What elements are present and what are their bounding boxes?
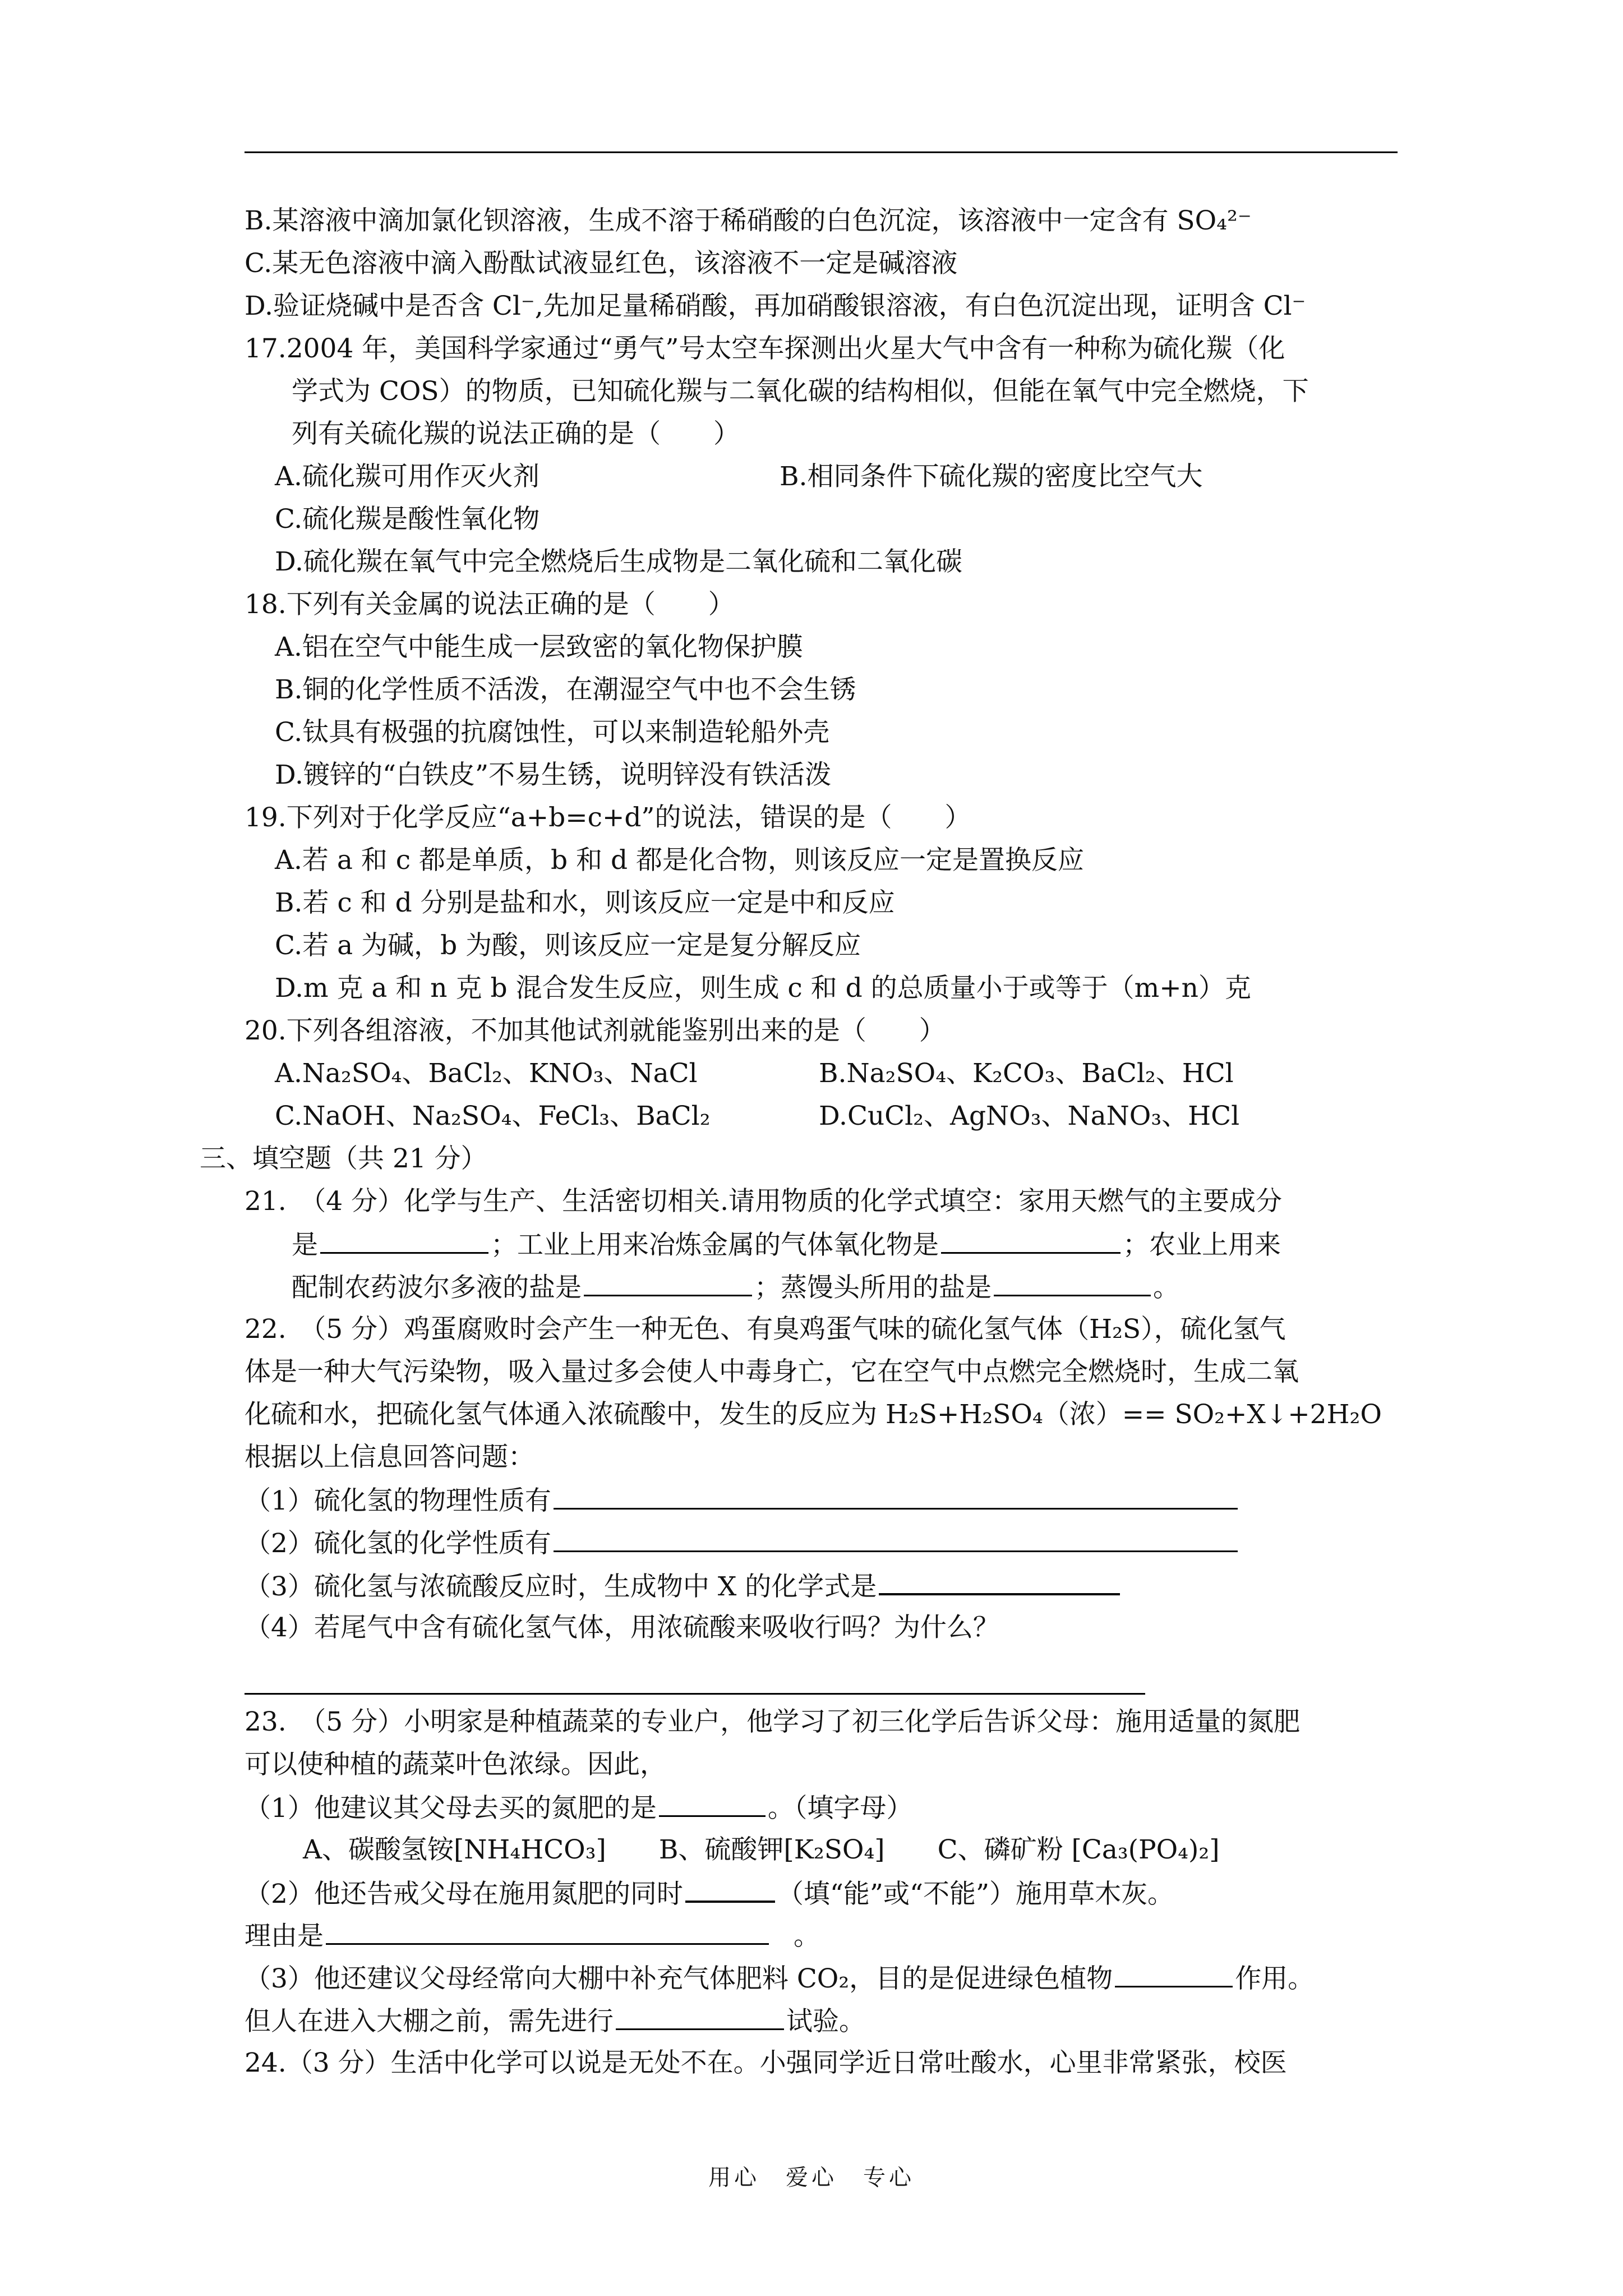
q18-option-c: C.钛具有极强的抗腐蚀性，可以来制造轮船外壳 bbox=[275, 717, 830, 748]
q18-stem: 18.下列有关金属的说法正确的是（ ） bbox=[245, 589, 735, 620]
q23-blank-4[interactable] bbox=[1115, 1961, 1233, 1987]
q23-reason-end: 。 bbox=[794, 1921, 820, 1952]
q21-blank-2[interactable] bbox=[941, 1227, 1121, 1254]
q23-line2: 可以使种植的蔬菜叶色浓绿。因此， bbox=[245, 1749, 666, 1780]
q23-blank-1[interactable] bbox=[659, 1791, 766, 1817]
q23-part3-label: （3）他还建议父母经常向大棚中补充气体肥料 CO₂，目的是促进绿色植物 bbox=[245, 1963, 1113, 1994]
q21-text: ；工业上用来冶炼金属的气体氧化物是 bbox=[491, 1230, 939, 1260]
q19-option-a: A.若 a 和 c 都是单质，b 和 d 都是化合物，则该反应一定是置换反应 bbox=[275, 845, 1084, 876]
q17-stem-line2: 学式为 COS）的物质，已知硫化羰与二氧化碳的结构相似，但能在氧气中完全燃烧，下 bbox=[292, 376, 1309, 407]
q21-blank-4[interactable] bbox=[994, 1270, 1151, 1296]
q22-blank-3[interactable] bbox=[879, 1568, 1120, 1595]
q21-text: ；蒸馒头所用的盐是 bbox=[754, 1272, 992, 1303]
q22-part1-label: （1）硫化氢的物理性质有 bbox=[245, 1485, 551, 1516]
q21-blank-3[interactable] bbox=[584, 1270, 752, 1296]
q19-option-b: B.若 c 和 d 分别是盐和水，则该反应一定是中和反应 bbox=[275, 887, 895, 918]
q23-part3-end2: 试验。 bbox=[786, 2006, 865, 2037]
q22-part4: （4）若尾气中含有硫化氢气体，用浓硫酸来吸收行吗？为什么？ bbox=[245, 1612, 999, 1643]
header-rule bbox=[245, 151, 1398, 153]
q23-part3-cont bbox=[245, 2004, 865, 2039]
q18-option-d: D.镀锌的“白铁皮”不易生锈，说明锌没有铁活泼 bbox=[275, 760, 832, 790]
q23-reason-label: 理由是 bbox=[245, 1921, 324, 1952]
q19-option-d: D.m 克 a 和 n 克 b 混合发生反应，则生成 c 和 d 的总质量小于或等于（m+n）克 bbox=[275, 973, 1251, 1004]
q22-part3-label: （3）硫化氢与浓硫酸反应时，生成物中 X 的化学式是 bbox=[245, 1571, 877, 1602]
q17-option-d: D.硫化羰在氧气中完全燃烧后生成物是二氧化硫和二氧化碳 bbox=[275, 546, 962, 577]
q22-line1: 22. （5 分）鸡蛋腐败时会产生一种无色、有臭鸡蛋气味的硫化氢气体（H₂S），硫化氢气 bbox=[245, 1314, 1286, 1345]
q22-line4: 根据以上信息回答问题： bbox=[245, 1442, 534, 1473]
q23-part2-label: （2）他还告戒父母在施用氮肥的同时 bbox=[245, 1879, 683, 1910]
q23-part2 bbox=[245, 1876, 1174, 1911]
q21-text: ；农业上用来 bbox=[1123, 1230, 1281, 1260]
q22-blank-1[interactable] bbox=[554, 1483, 1238, 1510]
q23-part2-hint: （填“能”或“不能”）施用草木灰。 bbox=[777, 1879, 1174, 1910]
q17-option-b: B.相同条件下硫化羰的密度比空气大 bbox=[780, 461, 1203, 492]
q22-part3 bbox=[245, 1568, 1122, 1604]
q24-line1: 24.（3 分）生活中化学可以说是无处不在。小强同学近日常吐酸水，心里非常紧张，校医 bbox=[245, 2047, 1287, 2078]
q23-options: A、碳酸氢铵[NH₄HCO₃] B、硫酸钾[K₂SO₄] C、磷矿粉 [Ca₃(PO₄)₂] bbox=[303, 1834, 1220, 1865]
page-footer: 用心 爱心 专心 bbox=[708, 2165, 915, 2191]
q21-text: 配制农药波尔多液的盐是 bbox=[292, 1272, 582, 1303]
q18-option-b: B.铜的化学性质不活泼，在潮湿空气中也不会生锈 bbox=[275, 674, 856, 705]
q21-text: 。 bbox=[1153, 1272, 1179, 1303]
q21-blank-1[interactable] bbox=[320, 1227, 488, 1254]
section-heading: 三、填空题（共 21 分） bbox=[200, 1143, 487, 1174]
q18-option-a: A.铝在空气中能生成一层致密的氧化物保护膜 bbox=[275, 632, 803, 662]
q21-line2 bbox=[292, 1227, 1281, 1262]
q22-blank-2[interactable] bbox=[554, 1526, 1238, 1552]
q17-stem-line1: 17.2004 年，美国科学家通过“勇气”号太空车探测出火星大气中含有一种称为硫化羰（化 bbox=[245, 333, 1285, 364]
q22-part1 bbox=[245, 1483, 1240, 1518]
q23-blank-5[interactable] bbox=[616, 2004, 784, 2030]
q16-option-c: C.某无色溶液中滴入酚酞试液显红色，该溶液不一定是碱溶液 bbox=[245, 248, 958, 279]
q23-part1-label: （1）他建议其父母去买的氮肥的是 bbox=[245, 1793, 657, 1824]
q21-text: 是 bbox=[292, 1230, 318, 1260]
q23-part2-reason bbox=[245, 1918, 820, 1953]
q20-option-c: C.NaOH、Na₂SO₄、FeCl₃、BaCl₂ bbox=[275, 1101, 711, 1131]
q16-option-b: B.某溶液中滴加氯化钡溶液，生成不溶于稀硝酸的白色沉淀，该溶液中一定含有 SO₄²⁻ bbox=[245, 205, 1252, 236]
q23-part1-hint: 。（填字母） bbox=[767, 1793, 913, 1824]
q22-part2-label: （2）硫化氢的化学性质有 bbox=[245, 1528, 551, 1559]
q23-part3 bbox=[245, 1961, 1314, 1996]
q20-option-b: B.Na₂SO₄、K₂CO₃、BaCl₂、HCl bbox=[819, 1058, 1234, 1089]
q17-stem-line3: 列有关硫化羰的说法正确的是（ ） bbox=[292, 418, 740, 449]
q22-part2 bbox=[245, 1526, 1240, 1561]
q20-stem: 20.下列各组溶液，不加其他试剂就能鉴别出来的是（ ） bbox=[245, 1015, 946, 1046]
q19-option-c: C.若 a 为碱，b 为酸，则该反应一定是复分解反应 bbox=[275, 930, 861, 961]
q22-line3: 化硫和水，把硫化氢气体通入浓硫酸中，发生的反应为 H₂S+H₂SO₄（浓）== SO₂+X↓+2H₂O bbox=[245, 1399, 1382, 1430]
q23-blank-3[interactable] bbox=[326, 1918, 769, 1945]
q22-line2: 体是一种大气污染物，吸入量过多会使人中毒身亡，它在空气中点燃完全燃烧时，生成二氧 bbox=[245, 1356, 1299, 1387]
q23-part1 bbox=[245, 1791, 912, 1825]
q17-option-c: C.硫化羰是酸性氧化物 bbox=[275, 504, 540, 535]
q23-part3-end: 作用。 bbox=[1235, 1963, 1315, 1994]
q23-line1: 23. （5 分）小明家是种植蔬菜的专业户，他学习了初三化学后告诉父母：施用适量的氮肥 bbox=[245, 1706, 1301, 1737]
q23-part3-label2: 但人在进入大棚之前，需先进行 bbox=[245, 2006, 614, 2037]
q19-stem: 19.下列对于化学反应“a+b=c+d”的说法，错误的是（ ） bbox=[245, 802, 971, 833]
q16-option-d: D.验证烧碱中是否含 Cl⁻,先加足量稀硝酸，再加硝酸银溶液，有白色沉淀出现，证明含 Cl⁻ bbox=[245, 291, 1306, 321]
q17-option-a: A.硫化羰可用作灭火剂 bbox=[275, 461, 540, 492]
q21-line1: 21. （4 分）化学与生产、生活密切相关.请用物质的化学式填空：家用天燃气的主要成分 bbox=[245, 1186, 1283, 1217]
q20-option-d: D.CuCl₂、AgNO₃、NaNO₃、HCl bbox=[819, 1101, 1240, 1131]
q21-line3 bbox=[292, 1270, 1179, 1305]
q20-option-a: A.Na₂SO₄、BaCl₂、KNO₃、NaCl bbox=[275, 1058, 698, 1089]
q22-answer-line[interactable] bbox=[245, 1693, 1145, 1695]
q23-blank-2[interactable] bbox=[685, 1876, 775, 1903]
